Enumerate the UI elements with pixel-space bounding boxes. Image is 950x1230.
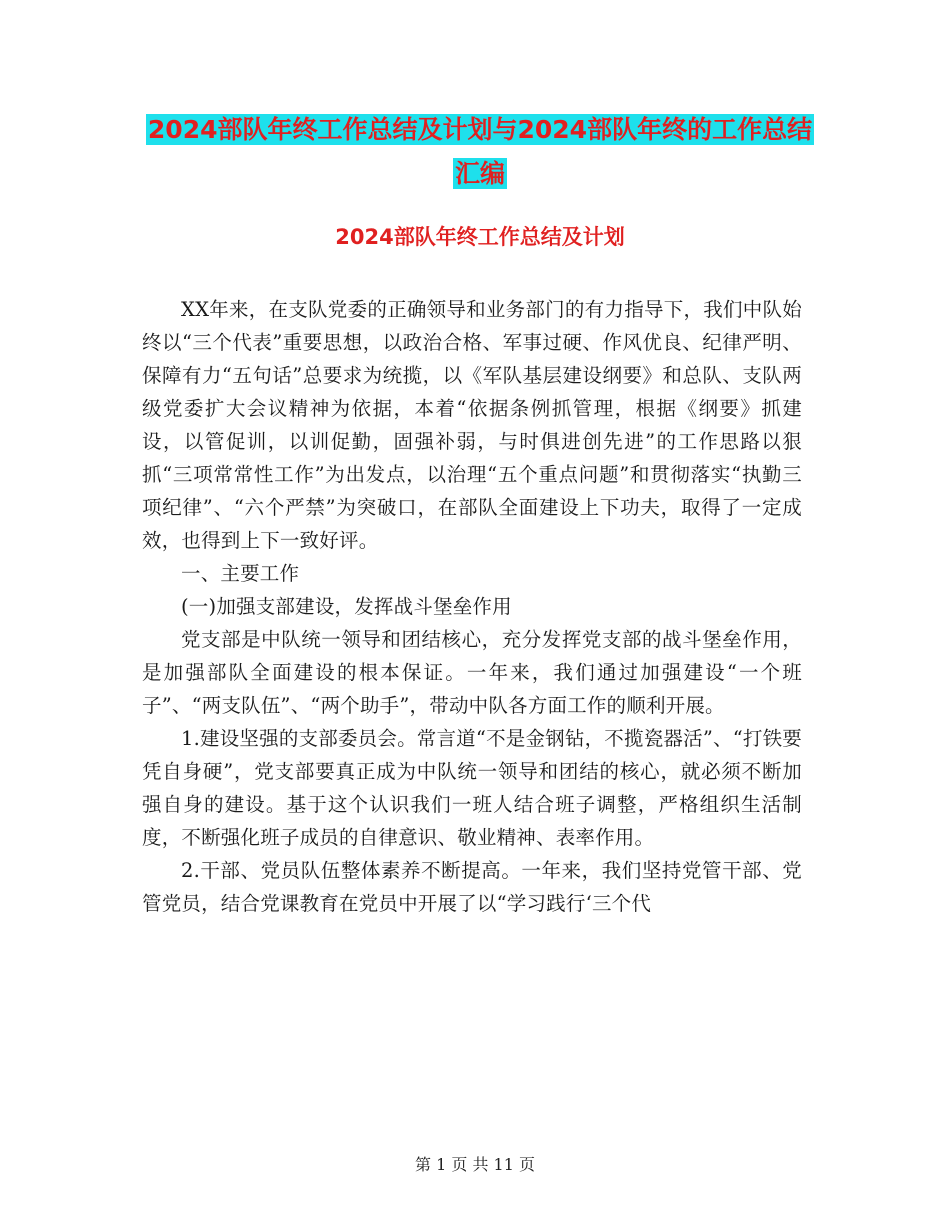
paragraph-cadres: 2.干部、党员队伍整体素养不断提高。一年来，我们坚持党管干部、党管党员，结合党课教育在党员中开展了以“学习践行‘三个代 [142,859,802,915]
paragraph-committee: 1.建设坚强的支部委员会。常言道“不是金钢钻，不揽瓷器活”、“打铁要凭自身硬”，党支部要真正成为中队统一领导和团结的核心，就必须不断加强自身的建设。基于这个认识我们一班人结合班子调整，严格组织生活制度，不断强化班子成员的自律意识、敬业精神、表率作用。 [142,727,802,849]
heading-party-branch: (一)加强支部建设，发挥战斗堡垒作用 [181,595,512,618]
heading-main-work: 一、主要工作 [181,562,300,585]
section-title: 2024部队年终工作总结及计划 [335,225,625,249]
document-title [140,108,820,196]
paragraph-intro: XX年来，在支队党委的正确领导和业务部门的有力指导下，我们中队始终以“三个代表”重要思想，以政治合格、军事过硬、作风优良、纪律严明、保障有力“五句话”总要求为统揽，以《军队基层建设纲要》和总队、支队两级党委扩大会议精神为依据，本着“依据条例抓管理，根据《纲要》抓建设，以管促训，以训促勤，固强补弱，与时俱进创先进”的工作思路以狠抓“三项常常性工作”为出发点，以治理“五个重点问题”和贯彻落实“执勤三项纪律”、“六个严禁”为突破口，在部队全面建设上下功夫，取得了一定成效，也得到上下一致好评。 [142,298,802,552]
page-number-footer: 第 1 页 共 11 页 [415,1155,535,1174]
paragraph-party-branch: 党支部是中队统一领导和团结核心，充分发挥党支部的战斗堡垒作用，是加强部队全面建设的根本保证。一年来，我们通过加强建设“一个班子”、“两支队伍”、“两个助手”，带动中队各方面工作的顺利开展。 [142,628,802,717]
document-body [142,293,802,920]
document-title-text: 2024部队年终工作总结及计划与2024部队年终的工作总结汇编 [147,115,813,188]
